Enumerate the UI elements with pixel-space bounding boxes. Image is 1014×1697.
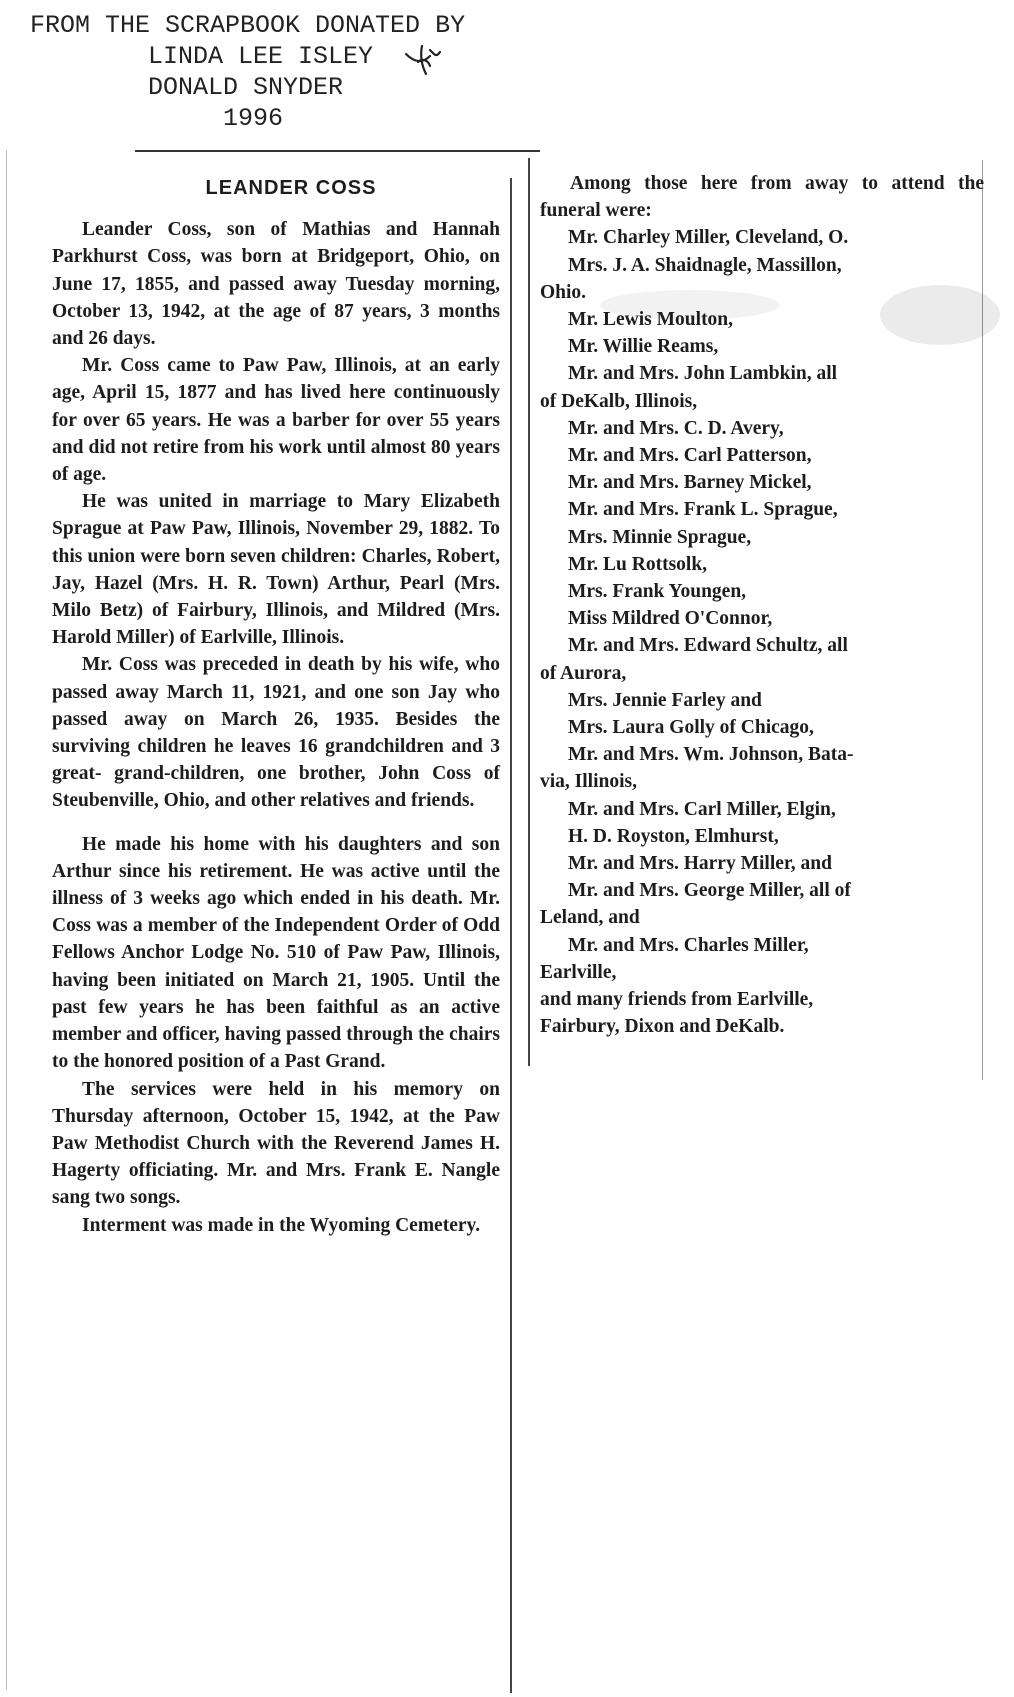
attendee-line: Ohio.	[540, 281, 587, 303]
header-line-donor-1: LINDA LEE ISLEY	[148, 42, 374, 71]
attendee-line: Mr. and Mrs. Carl Patterson,	[568, 445, 812, 467]
attendee-line: Mr. and Mrs. Carl Miller, Elgin,	[568, 798, 836, 820]
attendee-line: Mrs. Laura Golly of Chicago,	[568, 717, 814, 739]
handwritten-mark-icon	[400, 40, 448, 80]
attendee-line: and many friends from Earlville,	[540, 989, 814, 1011]
attendee-line: Mr. and Mrs. C. D. Avery,	[568, 417, 784, 439]
obituary-title: LEANDER COSS	[205, 177, 377, 199]
attendee-line: H. D. Royston, Elmhurst,	[568, 825, 779, 847]
attendee-line: via, Illinois,	[540, 771, 637, 793]
attendee-line: Mr. and Mrs. George Miller, all of	[568, 880, 851, 902]
attendee-line: Mr. and Mrs. Harry Miller, and	[568, 853, 832, 875]
obituary-paragraph: Mr. Coss came to Paw Paw, Illinois, at an early age, April 15, 1877 and has lived here continuously for over 65 years. He was a barber for over 55 years and did not retire from his work until almost 80 years of age.	[52, 355, 500, 486]
attendee-line: Mr. and Mrs. Frank L. Sprague,	[568, 499, 838, 521]
attendee-line: Mr. and Mrs. Edward Schultz, all	[568, 635, 848, 657]
header-line-donated-by: FROM THE SCRAPBOOK DONATED BY	[30, 11, 466, 40]
obituary-paragraph: Mr. Coss was preceded in death by his wife, who passed away March 11, 1921, and one son Jay who passed away on March 26, 1935. Besides the surviving children he leaves 16 grandchildren and 3 great- grand-children, one brother, John Coss of Steubenville, Ohio, and other relatives and friends.	[52, 654, 500, 812]
attendee-line: Mrs. Minnie Sprague,	[568, 526, 752, 548]
obituary-paragraph: Leander Coss, son of Mathias and Hannah Parkhurst Coss, was born at Bridgeport, Ohio, on June 17, 1855, and passed away Tuesday morning, October 13, 1942, at the age of 87 years, 3 months and 26 days.	[52, 219, 500, 350]
attendee-line: Mrs. Jennie Farley and	[568, 689, 762, 711]
attendee-line: Mr. and Mrs. Wm. Johnson, Bata-	[568, 744, 854, 766]
attendee-line: Leland, and	[540, 907, 640, 929]
attendee-line: Mr. Willie Reams,	[568, 336, 719, 358]
attendees-list	[540, 224, 984, 1040]
attendee-line: Mrs. Frank Youngen,	[568, 581, 747, 603]
obituary-paragraph: Interment was made in the Wyoming Cemetery.	[82, 1214, 481, 1236]
attendee-line: Mr. and Mrs. John Lambkin, all	[568, 363, 838, 385]
attendees-column	[540, 170, 984, 1041]
attendee-line: of DeKalb, Illinois,	[540, 390, 698, 412]
attendee-line: Mrs. J. A. Shaidnagle, Massillon,	[568, 254, 842, 276]
column-divider-left	[510, 178, 512, 1693]
header-line-donor-2: DONALD SNYDER	[148, 73, 344, 102]
obituary-paragraph: He was united in marriage to Mary Elizabeth Sprague at Paw Paw, Illinois, November 29, 1882. To this union were born seven children: Charles, Robert, Jay, Hazel (Mrs. H. R. Town) Arthur, Pearl (Mrs. Milo Betz) of Fairbury, Illinois, and Mildred (Mrs. Harold Miller) of Earlville, Illinois.	[52, 491, 500, 649]
attendee-line: Miss Mildred O'Connor,	[568, 608, 773, 630]
attendee-line: Mr. and Mrs. Charles Miller,	[568, 934, 809, 956]
header-line-year: 1996	[223, 104, 284, 133]
attendee-line: Earlville,	[540, 961, 617, 983]
obituary-column	[52, 175, 500, 1239]
column-divider-right	[528, 158, 530, 1066]
clipping-top-rule	[135, 150, 540, 152]
attendee-line: Mr. Charley Miller, Cleveland, O.	[568, 227, 849, 249]
clipping-left-edge	[6, 150, 7, 1690]
attendee-line: Mr. Lu Rottsolk,	[568, 553, 708, 575]
attendee-line: Fairbury, Dixon and DeKalb.	[540, 1016, 785, 1038]
attendee-line: Mr. Lewis Moulton,	[568, 309, 734, 331]
attendees-intro: Among those here from away to attend the funeral were:	[540, 173, 984, 222]
obituary-paragraph: He made his home with his daughters and son Arthur since his retirement. He was active until the illness of 3 weeks ago which ended in his death. Mr. Coss was a member of the Independent Order of Odd Fellows Anchor Lodge No. 510 of Paw Paw, Illinois, having been initiated on March 21, 1905. Until the past few years he has been faithful as an active member and officer, having passed through the chairs to the honored position of a Past Grand.	[52, 833, 500, 1073]
attendee-line: Mr. and Mrs. Barney Mickel,	[568, 472, 812, 494]
obituary-paragraph: The services were held in his memory on Thursday afternoon, October 15, 1942, at the Paw Paw Methodist Church with the Reverend James H. Hagerty officiating. Mr. and Mrs. Frank E. Nangle sang two songs.	[52, 1078, 500, 1209]
attendee-line: of Aurora,	[540, 662, 627, 684]
